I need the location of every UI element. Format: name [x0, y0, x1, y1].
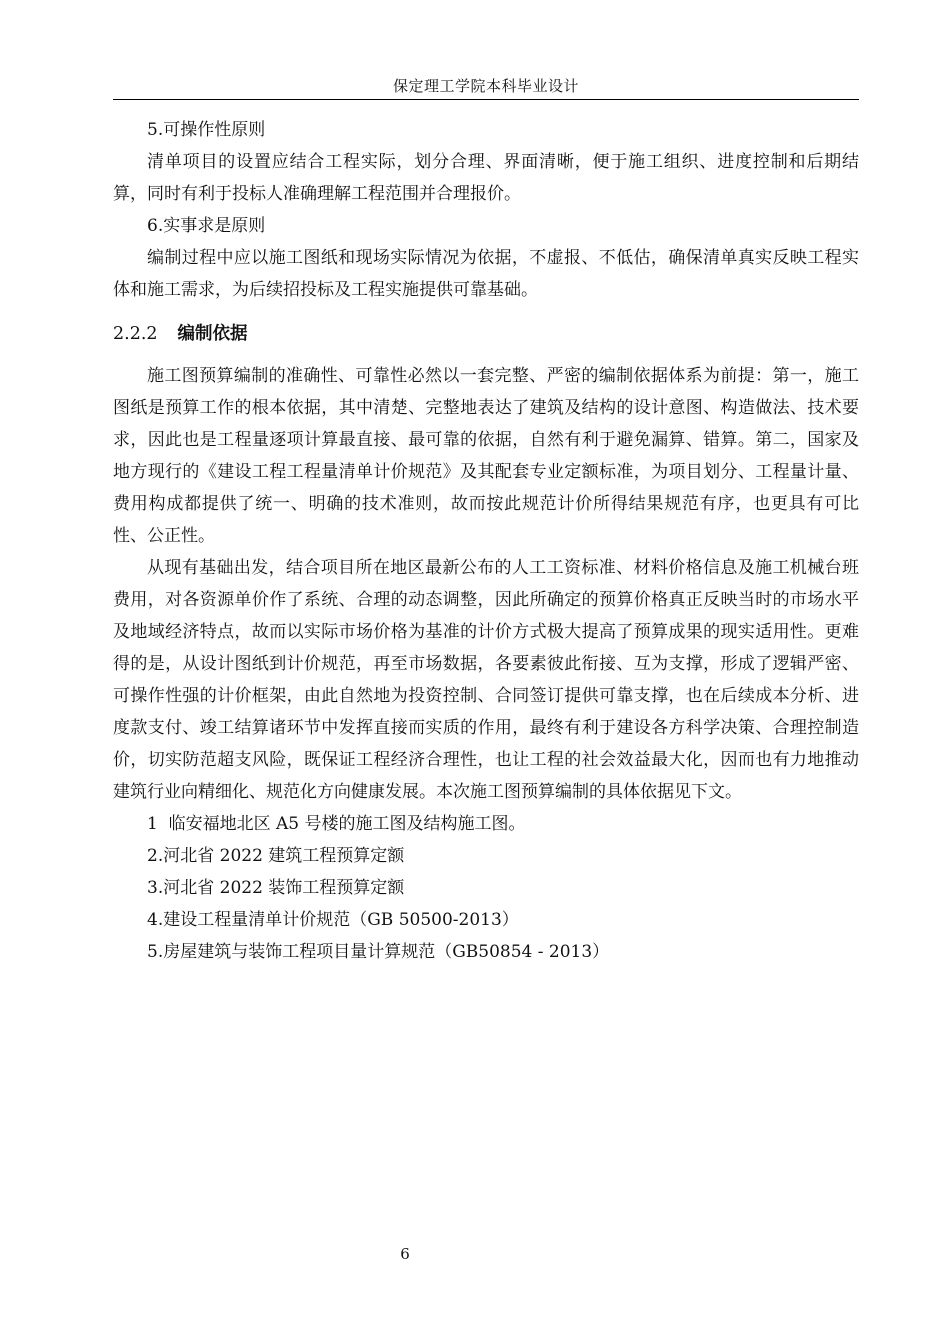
principle-6-title: 6.实事求是原则	[147, 216, 266, 236]
page-number: 6	[400, 1245, 410, 1263]
running-header: 保定理工学院本科毕业设计	[392, 77, 579, 95]
principle-5-text: 清单项目的设置应结合工程实际，划分合理、界面清晰，便于施工组织、进度控制和后期结算，同时有利于投标人准确理解工程范围并合理报价。	[113, 152, 859, 204]
principle-5-title: 5.可操作性原则	[147, 120, 266, 140]
page-content	[113, 114, 859, 968]
list-item-1: 1 临安福地北区 A5 号楼的施工图及结构施工图。	[147, 814, 526, 834]
list-item-2: 2.河北省 2022 建筑工程预算定额	[147, 846, 405, 866]
list-item-3: 3.河北省 2022 装饰工程预算定额	[147, 878, 405, 898]
list-item-5: 5.房屋建筑与装饰工程项目量计算规范（GB50854 - 2013）	[147, 942, 610, 962]
section-number: 2.2.2	[113, 324, 158, 344]
list-item-4: 4.建设工程量清单计价规范（GB 50500-2013）	[147, 910, 519, 930]
body-paragraph-2: 从现有基础出发，结合项目所在地区最新公布的人工工资标准、材料价格信息及施工机械台班费用，对各资源单价作了系统、合理的动态调整，因此所确定的预算价格真正反映当时的市场水平及地域经济特点，故而以实际市场价格为基准的计价方式极大提高了预算成果的现实适用性。更难得的是，从设计图纸到计价规范，再至市场数据，各要素彼此衔接、互为支撑，形成了逻辑严密、可操作性强的计价框架，由此自然地为投资控制、合同签订提供可靠支撑，也在后续成本分析、进度款支付、竣工结算诸环节中发挥直接而实质的作用，最终有利于建设各方科学决策、合理控制造价，切实防范超支风险，既保证工程经济合理性，也让工程的社会效益最大化，因而也有力地推动建筑行业向精细化、规范化方向健康发展。本次施工图预算编制的具体依据见下文。	[113, 558, 859, 802]
body-paragraph-1: 施工图预算编制的准确性、可靠性必然以一套完整、严密的编制依据体系为前提：第一，施工图纸是预算工作的根本依据，其中清楚、完整地表达了建筑及结构的设计意图、构造做法、技术要求，因此也是工程量逐项计算最直接、最可靠的依据，自然有利于避免漏算、错算。第二，国家及地方现行的《建设工程工程量清单计价规范》及其配套专业定额标准，为项目划分、工程量计量、费用构成都提供了统一、明确的技术准则，故而按此规范计价所得结果规范有序，也更具有可比性、公正性。	[113, 366, 859, 546]
principle-6-text: 编制过程中应以施工图纸和现场实际情况为依据，不虚报、不低估，确保清单真实反映工程实体和施工需求，为后续招投标及工程实施提供可靠基础。	[113, 248, 859, 300]
header-divider	[113, 99, 859, 100]
section-title: 编制依据	[177, 324, 248, 344]
section-heading	[113, 318, 859, 350]
